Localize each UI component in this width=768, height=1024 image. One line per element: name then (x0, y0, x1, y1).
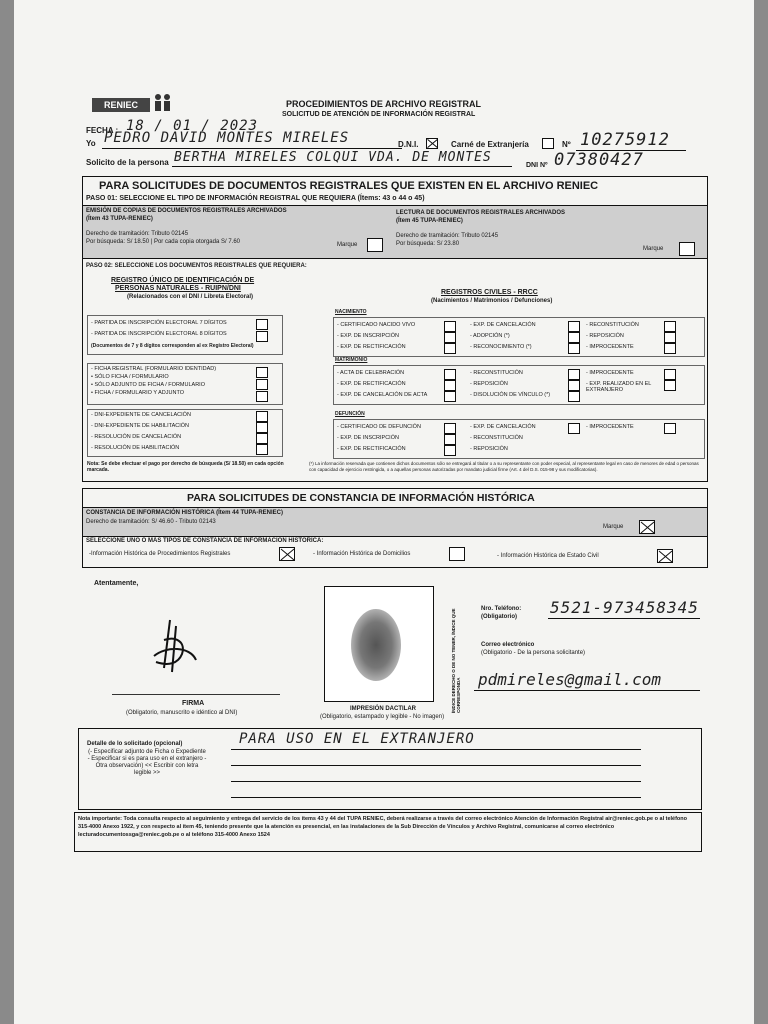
fecha-value: 18 / 01 / 2023 (126, 118, 259, 134)
ruipn-a-item: - PARTIDA DE INSCRIPCIÓN ELECTORAL 8 DÍGITOS (91, 331, 227, 337)
def-item: - EXP. DE INSCRIPCIÓN (337, 435, 399, 441)
fingerprint-image (351, 609, 401, 681)
mat-checkbox[interactable] (444, 380, 456, 391)
dni-label: D.N.I. (398, 140, 419, 149)
mat-checkbox[interactable] (664, 380, 676, 391)
paso1-label: PASO 01: SELECCIONE EL TIPO DE INFORMACIÓN REGISTRAL QUE REQUIERA (Ítems: 43 o 44 o 45) (86, 195, 425, 202)
nac-item: - EXP. DE INSCRIPCIÓN (337, 333, 399, 339)
fecha-label: FECHA : (86, 126, 119, 135)
def-item: - IMPROCEDENTE (586, 424, 634, 430)
ruipn-a-checkbox[interactable] (256, 331, 268, 342)
opt-procedimientos-label: -Información Histórica de Procedimientos Registrales (89, 551, 231, 557)
ruipn-c-item: - RESOLUCIÓN DE HABILITACIÓN (91, 445, 180, 451)
applicant-name: PEDRO DAVID MONTES MIRELES (104, 130, 350, 146)
section1-title: PARA SOLICITUDES DE DOCUMENTOS REGISTRALES QUE EXISTEN EN EL ARCHIVO RENIEC (99, 180, 599, 192)
nac-item: - IMPROCEDENTE (586, 344, 634, 350)
ruipn-c-checkbox[interactable] (256, 433, 268, 444)
nac-item: - RECONSTITUCIÓN (586, 322, 639, 328)
constancia-checkbox[interactable] (639, 520, 655, 534)
ruipn-a-note: (Documentos de 7 y 8 dígitos corresponden al ex Registro Electoral) (91, 343, 254, 349)
nacimiento-group (333, 317, 705, 357)
signature-mark (146, 616, 202, 676)
mat-checkbox[interactable] (568, 369, 580, 380)
detalle-label: Detalle de lo solicitado (opcional) (87, 741, 183, 747)
mat-checkbox[interactable] (444, 369, 456, 380)
ruipn-c-item: - DNI-EXPEDIENTE DE HABILITACIÓN (91, 423, 189, 429)
def-item: - EXP. DE CANCELACIÓN (470, 424, 536, 430)
matrimonio-group (333, 365, 705, 405)
def-checkbox[interactable] (444, 434, 456, 445)
ruipn-c-item: - RESOLUCIÓN DE CANCELACIÓN (91, 434, 182, 440)
form-subtitle: SOLICITUD DE ATENCIÓN DE INFORMACIÓN REGISTRAL (282, 111, 476, 118)
section2-title: PARA SOLICITUDES DE CONSTANCIA DE INFORMACIÓN HISTÓRICA (187, 492, 535, 504)
firma-note: (Obligatorio, manuscrito e idéntico al DNI) (126, 710, 238, 716)
def-checkbox[interactable] (664, 423, 676, 434)
yo-label: Yo (86, 139, 96, 148)
lectura-item: (Ítem 45 TUPA-RENIEC) (396, 218, 463, 224)
impresion-note: (Obligatorio, estampado y legible - No imagen) (320, 714, 445, 720)
def-item: - REPOSICIÓN (470, 446, 508, 452)
telefono-label: Nro. Teléfono: (481, 606, 522, 612)
impresion-label: IMPRESIÓN DACTILAR (350, 706, 416, 712)
opt-procedimientos-checkbox[interactable] (279, 547, 295, 561)
ruipn-b-item: • SÓLO ADJUNTO DE FICHA / FORMULARIO (91, 382, 205, 388)
ruipn-c-item: - DNI-EXPEDIENTE DE CANCELACIÓN (91, 412, 191, 418)
ruipn-b-item: - FICHA REGISTRAL (FORMULARIO IDENTIDAD) (91, 366, 217, 372)
carne-label: Carné de Extranjería (451, 140, 529, 149)
ruipn-group-a (87, 315, 283, 355)
mat-checkbox[interactable] (444, 391, 456, 402)
opt-domicilios-label: - Información Histórica de Domicilios (313, 551, 411, 557)
nac-item: - ADOPCIÓN (*) (470, 333, 510, 339)
nac-item: - EXP. DE RECTIFICACIÓN (337, 344, 406, 350)
emision-copias-block (83, 205, 394, 259)
matrimonio-label: MATRIMONIO (335, 357, 368, 363)
nacimiento-label: NACIMIENTO (335, 309, 367, 315)
email-note: (Obligatorio - De la persona solicitante) (481, 650, 586, 656)
ruipn-note: Nota: Se debe efectuar el pago por derecho de búsqueda (S/ 18.50) en cada opción marcada. (87, 461, 284, 473)
dni-value: 10275912 (580, 130, 670, 150)
num-label: Nº (562, 140, 571, 149)
opt-estado-civil-checkbox[interactable] (657, 549, 673, 563)
person-name: BERTHA MIRELES COLQUI VDA. DE MONTES (174, 150, 492, 165)
constancia-fee: Derecho de tramitación: S/ 46.60 - Tributo 02143 (86, 519, 216, 525)
ruipn-b-checkbox[interactable] (256, 367, 268, 378)
ruipn-title1: REGISTRO ÚNICO DE IDENTIFICACIÓN DE (111, 277, 255, 284)
mat-item: - REPOSICIÓN (470, 381, 508, 387)
ruipn-b-checkbox[interactable] (256, 391, 268, 402)
rrcc-title: REGISTROS CIVILES - RRCC (441, 289, 538, 296)
emision-checkbox[interactable] (367, 238, 383, 252)
ruipn-c-checkbox[interactable] (256, 422, 268, 433)
nac-checkbox[interactable] (444, 343, 456, 354)
mat-checkbox[interactable] (664, 369, 676, 380)
nac-checkbox[interactable] (664, 332, 676, 343)
ruipn-c-checkbox[interactable] (256, 444, 268, 455)
lectura-fee2: Por búsqueda: S/ 23.80 (396, 241, 460, 247)
footer-note-box (74, 812, 702, 852)
mat-item: - EXP. DE RECTIFICACIÓN (337, 381, 406, 387)
email-label: Correo electrónico (481, 642, 535, 648)
dni2-value: 07380427 (554, 150, 644, 170)
def-checkbox[interactable] (444, 423, 456, 434)
ruipn-c-checkbox[interactable] (256, 411, 268, 422)
lectura-checkbox[interactable] (679, 242, 695, 256)
lectura-title: LECTURA DE DOCUMENTOS REGISTRALES ARCHIVADOS (396, 210, 566, 216)
nac-item: - REPOSICIÓN (586, 333, 624, 339)
constancia-select-label: SELECCIONE UNO O MÁS TIPOS DE CONSTANCIA DE INFORMACIÓN HISTÓRICA: (86, 538, 324, 544)
nac-checkbox[interactable] (568, 332, 580, 343)
nac-checkbox[interactable] (444, 321, 456, 332)
def-checkbox[interactable] (444, 445, 456, 456)
mat-item: - EXP. REALIZADO EN EL EXTRANJERO (586, 381, 652, 393)
emision-item: (Ítem 43 TUPA-RENIEC) (86, 216, 153, 222)
nac-item: - EXP. DE CANCELACIÓN (470, 322, 536, 328)
fingerprint-side-note: ÍNDICE DERECHO O DE NO TENER, ÍNDICE QUE CORRESPONDA (451, 608, 461, 713)
defuncion-label: DEFUNCIÓN (335, 411, 365, 417)
rrcc-note: (*) La información reservada que contienen dichos documentos sólo se entregará al titular o a su representante con poder especial, al representante legal en caso de menores de edad o personas con capacidad de ejercicio restringida, o a aquellas personas autorizadas por mandato judicial firme (Art. 4 del D.S. 015-98 y sus modificatorias). (309, 461, 699, 472)
detalle-sub: (- Especificar adjunto de Ficha o Expediente - Especificar si es para uso en el extranjero - Otra observación) << Escribir con letra legible >> (87, 749, 207, 776)
def-item: - RECONSTITUCIÓN (470, 435, 523, 441)
def-item: - CERTIFICADO DE DEFUNCIÓN (337, 424, 421, 430)
nac-item: - RECONOCIMIENTO (*) (470, 344, 532, 350)
detalle-value[interactable]: PARA USO EN EL EXTRANJERO (239, 731, 475, 747)
nac-checkbox[interactable] (444, 332, 456, 343)
rrcc-sub: (Nacimientos / Matrimonios / Defunciones) (431, 298, 553, 304)
document-page (14, 0, 754, 1024)
ruipn-b-item: • FICHA / FORMULARIO Y ADJUNTO (91, 390, 184, 396)
constancia-marque: Marque (603, 524, 624, 530)
footer-note: Nota importante: Toda consulta respecto al seguimiento y entrega del servicio de los ítems 43 y 44 del TUPA RENIEC, deberá realizarse a través del correo electrónico Atención de Información Registral air@reniec.gob.pe o al teléfono 315-4000 Anexo 1922, y con respecto al ítem 45, teniendo presente que la atención es presencial, en las instalaciones de la Sub Dirección de Vínculos y Archivo Registral, comunicarse al correo electrónico lecturadocumentossga@reniec.gob.pe o al teléfono 315-4000 Anexo 1524 (78, 816, 688, 838)
ruipn-b-item: • SÓLO FICHA / FORMULARIO (91, 374, 169, 380)
def-item: - EXP. DE RECTIFICACIÓN (337, 446, 406, 452)
mat-item: - DISOLUCIÓN DE VÍNCULO (*) (470, 392, 551, 398)
reniec-logo (92, 92, 176, 116)
emision-marque: Marque (337, 242, 358, 248)
fingerprint-box (324, 586, 434, 702)
mat-item: - RECONSTITUCIÓN (470, 370, 523, 376)
defuncion-group (333, 419, 705, 459)
def-checkbox[interactable] (568, 423, 580, 434)
emision-fee1: Derecho de tramitación: Tributo 02145 (86, 231, 189, 237)
mat-item: - EXP. DE CANCELACIÓN DE ACTA (337, 392, 428, 398)
nac-checkbox[interactable] (568, 343, 580, 354)
constancia-title: CONSTANCIA DE INFORMACIÓN HISTÓRICA (Ítem 44 TUPA-RENIEC) (86, 510, 284, 516)
ruipn-a-item: - PARTIDA DE INSCRIPCIÓN ELECTORAL 7 DÍGITOS (91, 320, 227, 326)
dni2-label: DNI Nº (526, 162, 548, 169)
opt-estado-civil-label: - Información Histórica de Estado Civil (497, 553, 599, 559)
lectura-fee1: Derecho de tramitación: Tributo 02145 (396, 233, 499, 239)
opt-domicilios-checkbox[interactable] (449, 547, 465, 561)
emision-fee2: Por búsqueda: S/ 18.50 | Por cada copia otorgada S/ 7.60 (86, 239, 240, 245)
ruipn-b-checkbox[interactable] (256, 379, 268, 390)
ruipn-sub: (Relacionados con el DNI / Libreta Electoral) (127, 294, 254, 300)
carne-checkbox[interactable] (542, 138, 554, 149)
firma-label: FIRMA (182, 700, 205, 707)
constancia-block (83, 507, 707, 537)
emision-title: EMISIÓN DE COPIAS DE DOCUMENTOS REGISTRALES ARCHIVADOS (86, 208, 287, 214)
atentamente-label: Atentamente, (94, 580, 139, 587)
ruipn-group-c (87, 409, 283, 457)
lectura-marque: Marque (643, 246, 664, 252)
section-documentos (82, 176, 708, 482)
mat-checkbox[interactable] (568, 391, 580, 402)
ruipn-a-checkbox[interactable] (256, 319, 268, 330)
nac-checkbox[interactable] (664, 343, 676, 354)
paso2-label: PASO 02: SELECCIONE LOS DOCUMENTOS REGISTRALES QUE REQUIERA: (86, 263, 307, 269)
ruipn-group-b (87, 363, 283, 405)
telefono-value: 5521-973458345 (550, 598, 699, 617)
nac-checkbox[interactable] (568, 321, 580, 332)
form-title: PROCEDIMIENTOS DE ARCHIVO REGISTRAL (286, 99, 482, 109)
family-icon (152, 92, 174, 112)
mat-item: - IMPROCEDENTE (586, 370, 634, 376)
nac-item: - CERTIFICADO NACIDO VIVO (337, 322, 416, 328)
telefono-note: (Obligatorio) (481, 614, 517, 620)
solicito-label: Solicito de la persona (86, 158, 169, 167)
email-value: pdmireles@gmail.com (478, 670, 662, 689)
detalle-box (78, 728, 702, 810)
reniec-logo-text: RENIEC (92, 98, 150, 112)
mat-item: - ACTA DE CELEBRACIÓN (337, 370, 405, 376)
ruipn-title2: PERSONAS NATURALES - RUIPN/DNI (115, 285, 241, 292)
lectura-block (393, 205, 707, 259)
dni-checkbox[interactable] (426, 138, 438, 149)
nac-checkbox[interactable] (664, 321, 676, 332)
section-constancia (82, 488, 708, 568)
mat-checkbox[interactable] (568, 380, 580, 391)
